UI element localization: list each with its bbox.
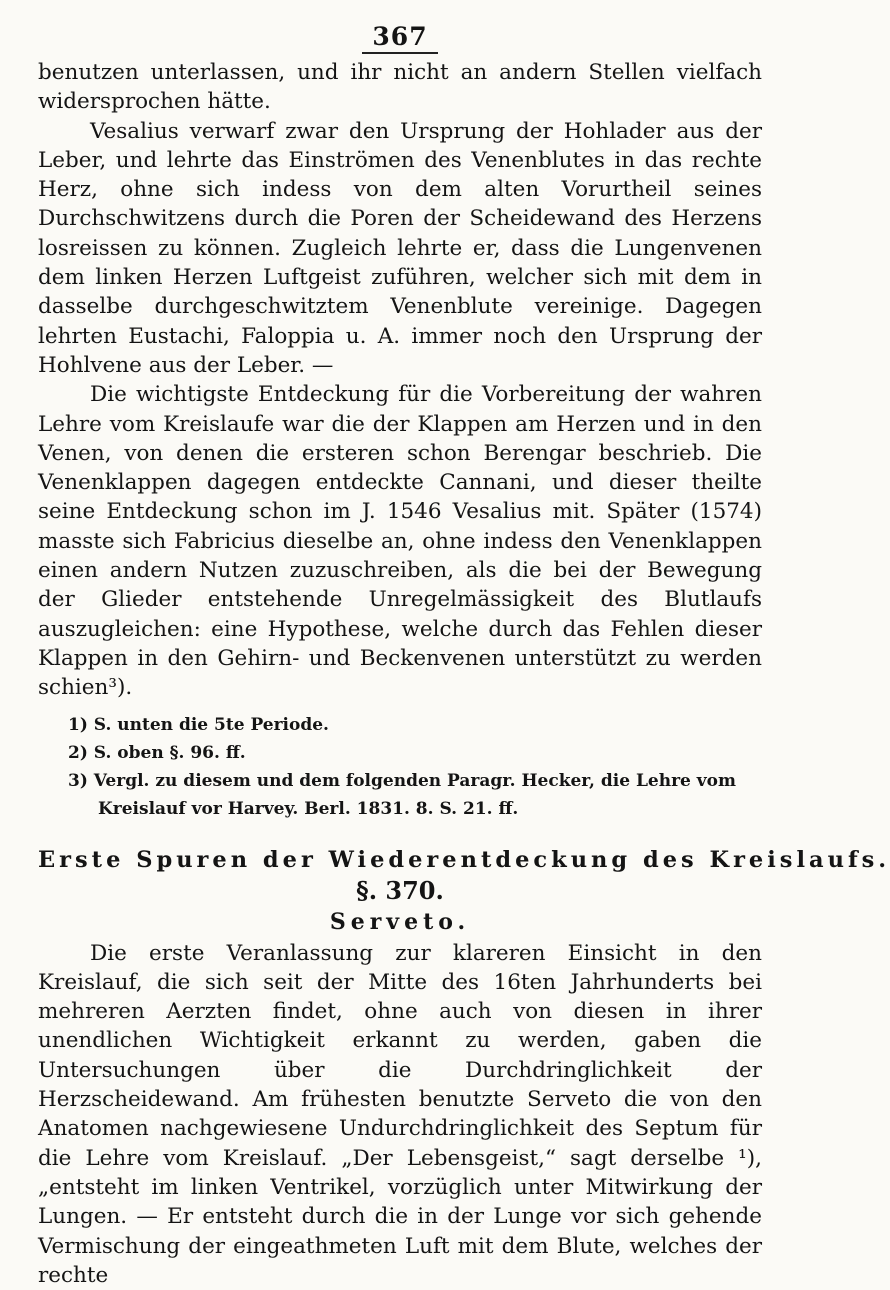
paragraph-1: benutzen unterlassen, und ihr nicht an andern Stellen vielfach widersprochen hätte. [38, 60, 762, 115]
paragraph-4: Die erste Veranlassung zur klareren Einsicht in den Kreislauf, die sich seit der Mitte des 16ten Jahrhunderts bei mehreren Aerzten findet, ohne auch von diesen in ihrer unendlichen Wichtigkeit erkannt zu werden, gaben die Untersuchungen über die Durchdringlichkeit der Herzscheidewand. Am frühesten benutzte Serveto die von den Anatomen nachgewiesene Undurchdringlichkeit des Septum für die Lehre vom Kreislauf. „Der Lebensgeist,“ sagt derselbe ¹), „entsteht im linken Ventrikel, vorzüglich unter Mitwirkung der Lungen. — Er entsteht durch die in der Lunge vor sich gehende Vermischung der eingeathmeten Luft mit dem Blute, welches der rechte [38, 940, 762, 1288]
section-title: Serveto. [329, 908, 471, 935]
footnote-2: 2) S. oben §. 96. ff. [68, 742, 246, 763]
paragraph-3: Die wichtigste Entdeckung für die Vorbereitung der wahren Lehre vom Kreislaufe war die der Klappen am Herzen und in den Venen, von denen die ersteren schon Berengar beschrieb. Die Venenklappen dagegen entdeckte Cannani, und dieser theilte seine Entdeckung schon im J. 1546 Vesalius mit. Später (1574) masste sich Fabricius dieselbe an, ohne indess den Venenklappen einen andern Nutzen zuzuschreiben, als die bei der Bewegung der Glieder entstehende Unregelmässigkeit des Blutlaufs auszugleichen: eine Hypothese, welche durch das Fehlen dieser Klappen in den Gehirn- und Beckenvenen unterstützt zu werden schien³). [38, 382, 762, 701]
footnotes [38, 711, 762, 823]
footnote-3: 3) Vergl. zu diesem und dem folgenden Paragr. Hecker, die Lehre vom Kreislauf vor Harvey. Berl. 1831. 8. S. 21. ff. [68, 770, 736, 819]
body-text [38, 58, 762, 703]
footnote-1: 1) S. unten die 5te Periode. [68, 714, 329, 735]
section-number: §. 370. [356, 875, 444, 905]
section-text [38, 939, 762, 1290]
page-number: 367 [38, 22, 762, 54]
paragraph-2: Vesalius verwarf zwar den Ursprung der Hohlader aus der Leber, und lehrte das Einströmen des Venenblutes in das rechte Herz, ohne sich indess von dem alten Vorurtheil seines Durchschwitzens durch die Poren der Scheidewand des Herzens losreissen zu können. Zugleich lehrte er, dass die Lungenvenen dem linken Herzen Luftgeist zuführen, welcher sich mit dem in dasselbe durchgeschwitztem Venenblute vereinige. Dagegen lehrten Eustachi, Faloppia u. A. immer noch den Ursprung der Hohlvene aus der Leber. — [38, 118, 762, 378]
section-heading: Erste Spuren der Wiederentdeckung des Kreislaufs. [38, 846, 890, 873]
